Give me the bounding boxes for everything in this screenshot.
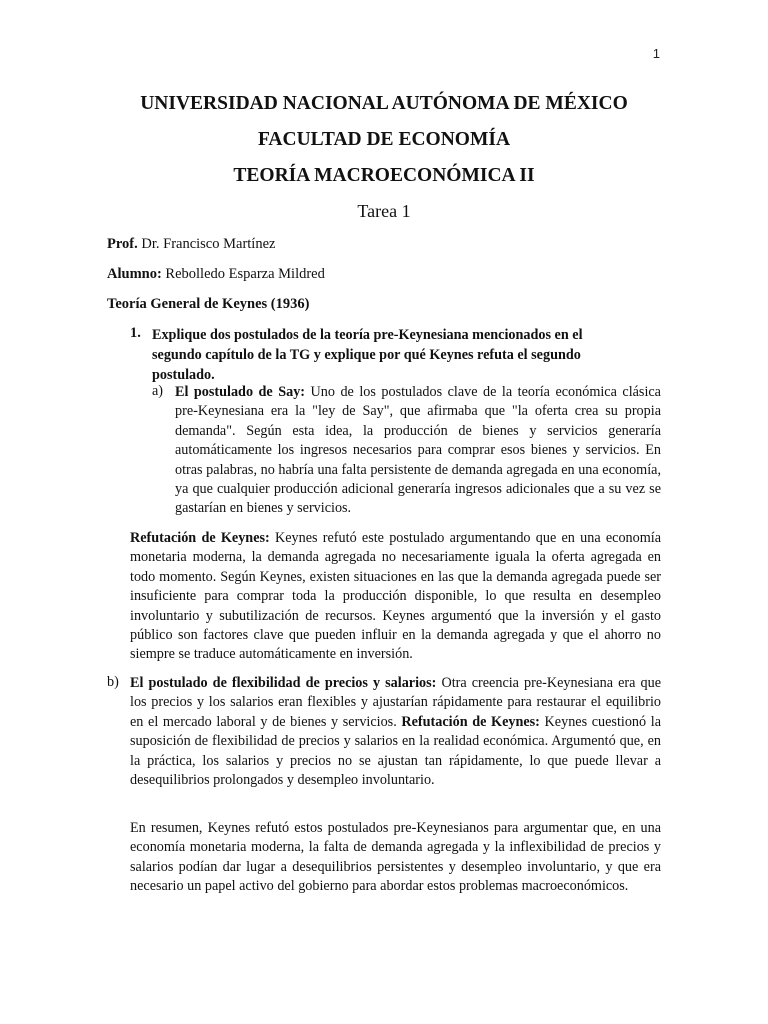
student-name: Rebolledo Esparza Mildred <box>161 266 325 282</box>
student-line <box>107 266 325 283</box>
page-number: 1 <box>652 46 660 61</box>
assignment-title: Tarea 1 <box>357 201 411 221</box>
refutation-a-title: Refutación de Keynes: <box>130 530 270 546</box>
item-b-refutation-title: Refutación de Keynes: <box>401 713 540 730</box>
question-number: 1. <box>130 325 141 341</box>
question-text: Explique dos postulados de la teoría pre-Keynesiana mencionados en el segundo capítulo de la TG y explique por qué Keynes refuta el segundo postulado. <box>152 327 583 383</box>
faculty-title: FACULTAD DE ECONOMÍA <box>257 129 511 150</box>
university-title: UNIVERSIDAD NACIONAL AUTÓNOMA DE MÉXICO <box>140 93 628 114</box>
professor-name: Dr. Francisco Martínez <box>137 236 276 252</box>
item-b-marker: b) <box>107 674 119 690</box>
course-title: TEORÍA MACROECONÓMICA II <box>233 165 535 186</box>
topic-heading: Teoría General de Keynes (1936) <box>107 296 310 312</box>
item-a-text: Uno de los postulados clave de la teoría económica clásica pre-Keynesiana era la "ley de Say", que afirmaba que "la oferta crea su propia demanda". Según esta idea, la producción de bienes y servicios generaría automáticamente los ingresos necesarios para comprar esos bienes y servicios. En otras palabras, no habría una falta persistente de demanda agregada en una economía, ya que cualquier producción adicional generaría ingresos adicionales que a su vez se gastarían en bienes y servicios. <box>175 384 661 517</box>
item-b-text-1: Otra creencia pre-Keynesiana era que los precios y los salarios eran flexibles y ajustarían rápidamente para restaurar el equilibrio en el mercado laboral y de bienes y servicios. <box>130 675 661 730</box>
refutation-a-paragraph <box>130 529 661 665</box>
item-a-title: El postulado de Say: <box>175 384 306 400</box>
item-a-paragraph <box>175 383 661 519</box>
item-b-text-2: Keynes cuestionó la suposición de flexibilidad de precios y salarios en la realidad económica. Argumentó que, en la práctica, los salarios y precios no se ajustan tan rápidamente, lo que puede llevar a desequilibrios prolongados y desempleo involuntario. <box>130 713 661 789</box>
item-b-title: El postulado de flexibilidad de precios y salarios: <box>130 675 437 691</box>
summary-paragraph: En resumen, Keynes refutó estos postulados pre-Keynesianos para argumentar que, en una economía monetaria moderna, la falta de demanda agregada y la inflexibilidad de precios y salarios podían dar lugar a desequilibrios persistentes y desempleo involuntario, y que era necesario un papel activo del gobierno para abordar estos problemas macroeconómicos. <box>130 820 661 895</box>
professor-line <box>107 236 275 253</box>
item-b-paragraph <box>130 674 661 790</box>
item-a-marker: a) <box>152 383 164 399</box>
refutation-a-text: Keynes refutó este postulado argumentando que en una economía monetaria moderna, la demanda agregada no necesariamente iguala la oferta agregada en todo momento. Según Keynes, existen situaciones en las que la demanda agregada puede ser insuficiente para comprar toda la producción disponible, lo que resulta en desempleo involuntario y subutilización de recursos. Keynes argumentó que la inversión y el gasto público son factores clave que pueden influir en la demanda agregada y que el ahorro no siempre se traduce automáticamente en inversión. <box>130 530 662 663</box>
student-label: Alumno: <box>107 266 162 282</box>
professor-label: Prof. <box>107 236 138 252</box>
